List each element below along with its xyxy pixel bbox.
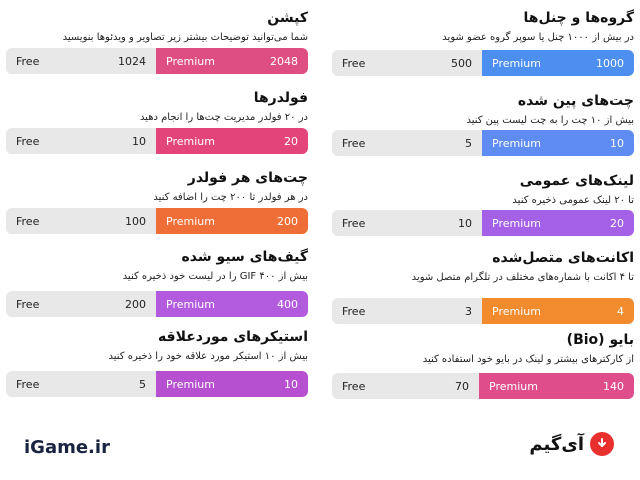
card-pinned [332,93,634,163]
premium-label: Premium [166,377,215,391]
card-desc: در هر فولدر تا ۲۰۰ چت را اضافه کنید [153,192,308,203]
premium-segment [156,291,308,317]
premium-segment [156,128,308,154]
free-value: 10 [132,134,146,148]
premium-label: Premium [492,216,541,230]
premium-value: 200 [277,214,298,228]
brand-logo-icon [590,432,614,456]
card-desc: در بیش از ۱۰۰۰ چنل یا سوپر گروه عضو شوید [442,32,634,43]
brand-name: آی‌گیم [529,433,584,455]
free-segment [6,291,156,317]
free-value: 5 [465,136,472,150]
comparison-bar [6,48,308,74]
free-label: Free [342,379,366,393]
comparison-bar [332,50,634,76]
premium-value: 400 [277,297,298,311]
free-value: 5 [139,377,146,391]
premium-value: 10 [284,377,298,391]
card-saved-gifs [6,249,308,319]
card-groups [332,10,634,80]
comparison-bar [332,298,634,324]
premium-label: Premium [492,136,541,150]
brand-logo [529,432,614,456]
premium-value: 1000 [596,56,624,70]
card-desc: بیش از ۱۰ استیکر مورد علاقه خود را ذخیره کنید [108,351,308,362]
free-value: 1024 [118,54,146,68]
free-value: 10 [458,216,472,230]
free-label: Free [16,297,40,311]
premium-value: 4 [617,304,624,318]
comparison-bar [6,208,308,234]
free-label: Free [16,214,40,228]
comparison-bar [332,373,634,399]
free-segment [332,210,482,236]
card-desc: از کارکترهای بیشتر و لینک در بایو خود استفاده کنید [422,354,634,365]
free-label: Free [16,134,40,148]
card-caption [6,10,308,75]
card-desc: در ۲۰ فولدر مدیریت چت‌ها را انجام دهید [139,112,308,123]
card-public-links [332,173,634,243]
free-segment [332,298,482,324]
comparison-bar [6,291,308,317]
premium-segment [482,50,634,76]
free-value: 200 [125,297,146,311]
card-bio [332,332,634,402]
comparison-bar [332,130,634,156]
comparison-bar [6,128,308,154]
comparison-bar [6,371,308,397]
premium-segment [479,373,634,399]
card-desc: شما می‌توانید توضیحات بیشتر زیر تصاویر و ویدئوها بنویسید [62,32,308,43]
card-title: چت‌های پین شده [517,93,634,109]
premium-segment [156,48,308,74]
premium-segment [482,130,634,156]
premium-value: 20 [284,134,298,148]
free-value: 70 [455,379,469,393]
free-value: 100 [125,214,146,228]
brand-mark-icon [595,437,609,451]
free-segment [6,371,156,397]
premium-segment [482,298,634,324]
free-label: Free [342,304,366,318]
premium-segment [156,208,308,234]
card-desc: تا ۲۰ لینک عمومی ذخیره کنید [512,195,634,206]
card-title: چت‌های هر فولدر [187,170,308,186]
premium-label: Premium [492,304,541,318]
free-value: 3 [465,304,472,318]
card-title: لینک‌های عمومی [519,173,634,189]
card-connected-accounts [332,250,634,325]
premium-value: 140 [603,379,624,393]
card-title: اکانت‌های متصل‌شده [492,250,634,266]
free-label: Free [342,136,366,150]
card-title: کپشن [267,10,308,26]
free-segment [6,128,156,154]
card-desc: تا ۴ اکانت با شماره‌های مختلف در تلگرام متصل شوید [411,272,634,283]
premium-value: 10 [610,136,624,150]
free-segment [332,130,482,156]
premium-label: Premium [489,379,538,393]
card-title: بایو (Bio) [566,332,634,348]
premium-label: Premium [166,297,215,311]
free-value: 500 [451,56,472,70]
free-segment [6,48,156,74]
premium-label: Premium [166,134,215,148]
premium-segment [156,371,308,397]
card-favorite-stickers [6,329,308,399]
card-title: استیکرهای موردعلاقه [157,329,308,345]
site-url[interactable]: iGame.ir [24,437,110,458]
free-label: Free [16,54,40,68]
card-folders [6,90,308,155]
card-title: گروه‌ها و چنل‌ها [523,10,634,26]
free-label: Free [16,377,40,391]
card-title: گیف‌های سیو شده [181,249,308,265]
free-segment [6,208,156,234]
free-label: Free [342,216,366,230]
free-label: Free [342,56,366,70]
free-segment [332,373,479,399]
card-folder-chats [6,170,308,235]
premium-label: Premium [492,56,541,70]
premium-label: Premium [166,54,215,68]
premium-segment [482,210,634,236]
premium-label: Premium [166,214,215,228]
card-desc: بیش از ۴۰۰ GIF را در لیست خود ذخیره کنید [122,271,308,282]
comparison-bar [332,210,634,236]
premium-value: 2048 [270,54,298,68]
card-title: فولدرها [253,90,308,106]
premium-value: 20 [610,216,624,230]
free-segment [332,50,482,76]
card-desc: بیش از ۱۰ چت را به چت لیست پین کنید [466,115,634,126]
